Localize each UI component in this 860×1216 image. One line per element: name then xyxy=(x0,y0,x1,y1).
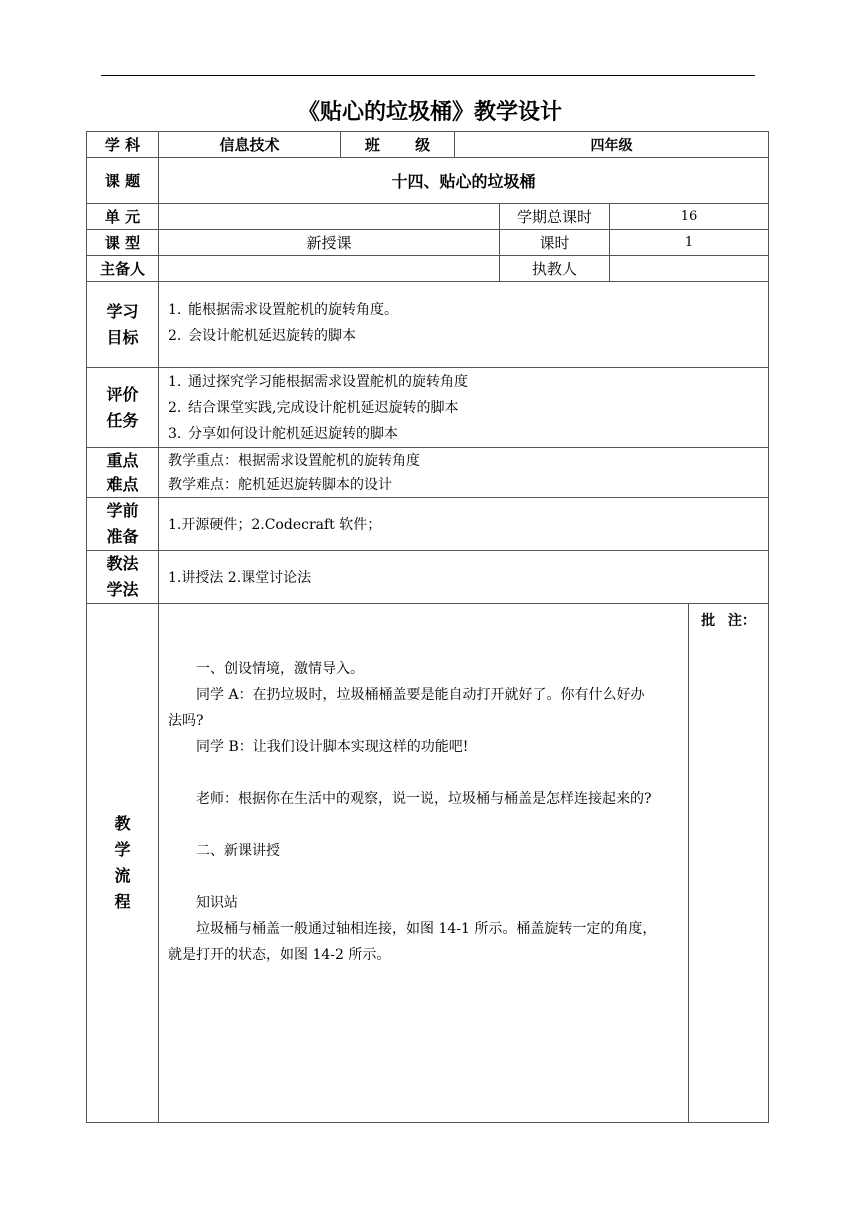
row-topic xyxy=(87,158,769,204)
goal-item: 2. 会设计舵机延迟旋转的脚本 xyxy=(168,328,356,344)
blank-line xyxy=(168,864,682,890)
evaluation-item: 3. 分享如何设计舵机延迟旋转的脚本 xyxy=(168,425,398,442)
evaluation-item: 2. 结合课堂实践,完成设计舵机延迟旋转的脚本 xyxy=(168,399,459,416)
document-title: 《贴心的垃圾桶》教学设计 xyxy=(297,100,562,125)
row-evaluation xyxy=(87,368,769,448)
total-hours-label: 学期总课时 xyxy=(500,204,610,230)
unit-label: 单 元 xyxy=(87,204,159,230)
row-preparation xyxy=(87,498,769,551)
subject-value: 信息技术 xyxy=(159,132,341,158)
process-paragraph: 法吗? xyxy=(168,713,204,729)
teacher-value xyxy=(610,256,769,282)
process-content xyxy=(159,604,689,1123)
methods-content: 1.讲授法 2.课堂讨论法 xyxy=(159,551,769,604)
row-goals xyxy=(87,282,769,368)
evaluation-list xyxy=(159,368,769,448)
hours-label: 课时 xyxy=(500,230,610,256)
type-value: 新授课 xyxy=(159,230,500,256)
goals-label: 学习 目标 xyxy=(87,282,159,368)
evaluation-item: 1. 通过探究学习能根据需求设置舵机的旋转角度 xyxy=(168,373,468,390)
key-points-content: 教学重点：根据需求设置舵机的旋转角度 教学难点：舵机延迟旋转脚本的设计 xyxy=(159,448,769,498)
key-points-label: 重点 难点 xyxy=(87,448,159,498)
row-unit xyxy=(87,204,769,230)
evaluation-label: 评价 任务 xyxy=(87,368,159,448)
row-preparer xyxy=(87,256,769,282)
teacher-label: 执教人 xyxy=(500,256,610,282)
topic-label: 课 题 xyxy=(87,158,159,204)
annotation-label: 批 注： xyxy=(689,604,769,1123)
preparation-label: 学前 准备 xyxy=(87,498,159,551)
lesson-plan-table xyxy=(86,131,769,1123)
row-type xyxy=(87,230,769,256)
class-value: 四年级 xyxy=(455,132,769,158)
header-rule xyxy=(101,75,755,76)
preparer-value xyxy=(159,256,500,282)
total-hours-value: 16 xyxy=(610,204,769,230)
row-key-points xyxy=(87,448,769,498)
subject-label: 学 科 xyxy=(87,132,159,158)
goals-list xyxy=(159,282,769,368)
preparer-label: 主备人 xyxy=(87,256,159,282)
row-methods xyxy=(87,551,769,604)
process-paragraph: 二、新课讲授 xyxy=(196,843,280,859)
hours-value: 1 xyxy=(610,230,769,256)
process-paragraph: 一、创设情境，激情导入。 xyxy=(196,661,364,677)
methods-label: 教法 学法 xyxy=(87,551,159,604)
goal-item: 1. 能根据需求设置舵机的旋转角度。 xyxy=(168,302,398,318)
unit-value xyxy=(159,204,500,230)
process-paragraph: 同学 A：在扔垃圾时，垃圾桶桶盖要是能自动打开就好了。你有什么好办 xyxy=(196,687,645,703)
type-label: 课 型 xyxy=(87,230,159,256)
process-label: 教 学 流 程 xyxy=(87,604,159,1123)
blank-line xyxy=(168,812,682,838)
row-process xyxy=(87,604,769,1123)
process-paragraph: 就是打开的状态，如图 14-2 所示。 xyxy=(168,947,391,963)
process-paragraph: 知识站 xyxy=(196,895,238,911)
process-paragraph: 垃圾桶与桶盖一般通过轴相连接，如图 14-1 所示。桶盖旋转一定的角度， xyxy=(196,921,657,937)
row-subject xyxy=(87,132,769,158)
preparation-content: 1.开源硬件；2.Codecraft 软件； xyxy=(159,498,769,551)
blank-line xyxy=(168,760,682,786)
process-paragraph: 同学 B：让我们设计脚本实现这样的功能吧! xyxy=(196,739,469,755)
class-label: 班 级 xyxy=(341,132,455,158)
topic-value: 十四、贴心的垃圾桶 xyxy=(159,158,769,204)
process-paragraph: 老师：根据你在生活中的观察，说一说，垃圾桶与桶盖是怎样连接起来的? xyxy=(196,791,652,807)
